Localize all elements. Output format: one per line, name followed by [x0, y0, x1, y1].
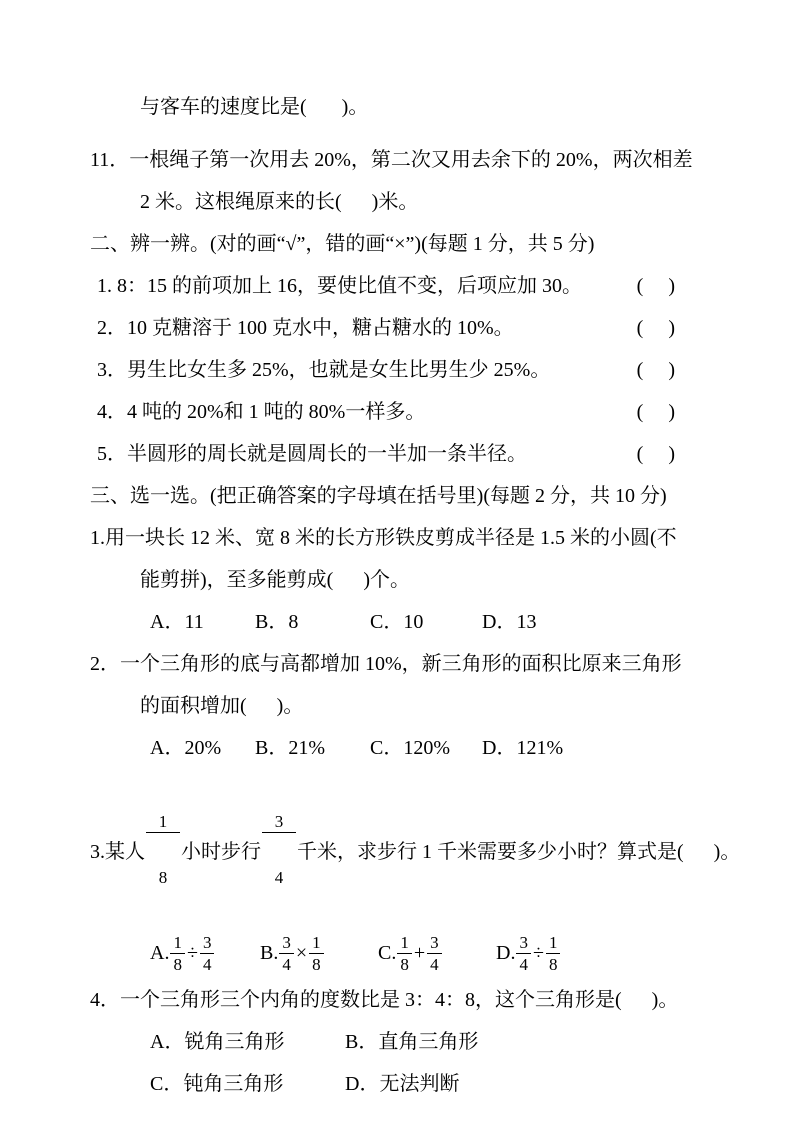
option-fraction-1	[516, 934, 531, 973]
choice-q1-option-a: A．11	[150, 611, 204, 633]
choice-q3-line	[90, 779, 758, 920]
choice-q2-option-c: C．120%	[370, 737, 450, 759]
option-label: C.	[378, 942, 397, 964]
fraction-denominator: 8	[548, 955, 558, 974]
operator: +	[413, 942, 426, 964]
option-label: B.	[260, 942, 279, 964]
fraction-numerator: 1	[546, 934, 561, 954]
judge-item-3-answer-paren: ( )	[636, 359, 675, 381]
operator: ×	[295, 942, 308, 964]
judge-item-4-answer-paren: ( )	[636, 401, 675, 423]
fraction-numerator: 1	[170, 934, 185, 954]
judge-item-1-answer-paren: ( )	[636, 275, 675, 297]
choice-q1-options	[90, 611, 758, 634]
choice-q2-option-b: B．21%	[255, 737, 325, 759]
fraction-numerator: 1	[309, 934, 324, 954]
judge-item-5-answer-paren: ( )	[636, 443, 675, 465]
option-fraction-2	[309, 934, 324, 973]
judge-item-4-text: 4．4 吨的 20%和 1 吨的 80%一样多。	[97, 401, 426, 423]
judge-item-4	[90, 401, 675, 424]
choice-q3-fraction-2	[262, 779, 296, 920]
fraction-denominator: 8	[312, 955, 321, 974]
choice-q3-options	[90, 934, 758, 973]
fraction-denominator: 4	[202, 955, 212, 974]
judge-item-5-text: 5．半圆形的周长就是圆周长的一半加一条半径。	[97, 443, 527, 465]
fraction-denominator: 4	[519, 955, 528, 974]
fraction-numerator: 3	[516, 934, 531, 954]
choice-q4-options-row-1	[90, 1031, 758, 1054]
choice-q4-option-b: B．直角三角形	[345, 1031, 479, 1053]
option-fraction-2	[200, 934, 215, 973]
choice-q4-line: 4．一个三角形三个内角的度数比是 3：4：8，这个三角形是( )。	[90, 989, 679, 1011]
section-choice-header: 三、选一选。(把正确答案的字母填在括号里)(每题 2 分，共 10 分)	[90, 485, 667, 507]
option-fraction-1	[279, 934, 294, 973]
choice-q2-option-a: A．20%	[150, 737, 222, 759]
choice-q3-text-mid: 小时步行	[181, 841, 261, 863]
option-label: A.	[150, 942, 170, 964]
fraction-denominator: 4	[274, 868, 284, 887]
choice-q4-option-d: D．无法判断	[345, 1073, 460, 1095]
judge-item-1	[90, 275, 675, 298]
fraction-denominator: 4	[282, 955, 291, 974]
section-judge-header: 二、辨一辨。(对的画“√”，错的画“×”)(每题 1 分，共 5 分)	[90, 233, 595, 255]
choice-q4-option-a: A．锐角三角形	[150, 1031, 285, 1053]
fraction-denominator: 8	[158, 868, 168, 887]
judge-item-3-text: 3．男生比女生多 25%，也就是女生比男生少 25%。	[97, 359, 551, 381]
option-fraction-1	[170, 934, 185, 973]
judge-item-5	[90, 443, 675, 466]
operator: ÷	[532, 942, 544, 964]
fraction-denominator: 8	[173, 955, 182, 974]
choice-q2-options	[90, 737, 758, 760]
choice-q2-option-d: D．121%	[482, 737, 564, 759]
fraction-numerator: 3	[427, 934, 442, 954]
choice-q4-options-row-2	[90, 1073, 758, 1096]
judge-item-1-text: 1. 8：15 的前项加上 16，要使比值不变，后项应加 30。	[97, 275, 582, 297]
choice-q1-line-2: 能剪拼)，至多能剪成( )个。	[140, 569, 410, 591]
choice-q3-option-c	[378, 934, 496, 973]
choice-q3-option-d	[496, 934, 561, 973]
judge-item-2-text: 2．10 克糖溶于 100 克水中，糖占糖水的 10%。	[97, 317, 514, 339]
choice-q2-line-2: 的面积增加( )。	[140, 695, 304, 717]
fraction-denominator: 8	[400, 955, 409, 974]
fraction-numerator: 1	[397, 934, 412, 954]
choice-q3-fraction-1	[146, 779, 180, 920]
choice-q3-option-a	[150, 934, 260, 973]
fraction-numerator: 3	[200, 934, 215, 954]
fraction-numerator: 3	[262, 813, 296, 833]
fraction-numerator: 3	[279, 934, 294, 954]
choice-q3-text-pre: 3.某人	[90, 841, 145, 863]
judge-item-3	[90, 359, 675, 382]
option-fraction-2	[427, 934, 442, 973]
question-11-line-1: 11．一根绳子第一次用去 20%，第二次又用去余下的 20%，两次相差	[90, 149, 693, 171]
option-label: D.	[496, 942, 516, 964]
question-10-continuation: 与客车的速度比是( )。	[140, 96, 369, 118]
choice-q1-option-b: B．8	[255, 611, 299, 633]
exam-content	[90, 96, 758, 1115]
choice-q1-line-1: 1.用一块长 12 米、宽 8 米的长方形铁皮剪成半径是 1.5 米的小圆(不	[90, 527, 677, 549]
choice-q1-option-c: C．10	[370, 611, 424, 633]
choice-q2-line-1: 2．一个三角形的底与高都增加 10%，新三角形的面积比原来三角形	[90, 653, 682, 675]
option-fraction-2	[546, 934, 561, 973]
fraction-denominator: 4	[430, 955, 439, 974]
choice-q4-option-c: C．钝角三角形	[150, 1073, 284, 1095]
judge-item-2-answer-paren: ( )	[636, 317, 675, 339]
choice-q3-option-b	[260, 934, 378, 973]
option-fraction-1	[397, 934, 412, 973]
choice-q3-text-post: 千米，求步行 1 千米需要多少小时？算式是( )。	[297, 841, 741, 863]
judge-item-2	[90, 317, 675, 340]
choice-q1-option-d: D．13	[482, 611, 537, 633]
operator: ÷	[186, 942, 198, 964]
question-11-line-2: 2 米。这根绳原来的长( )米。	[140, 191, 419, 213]
fraction-numerator: 1	[146, 813, 180, 833]
